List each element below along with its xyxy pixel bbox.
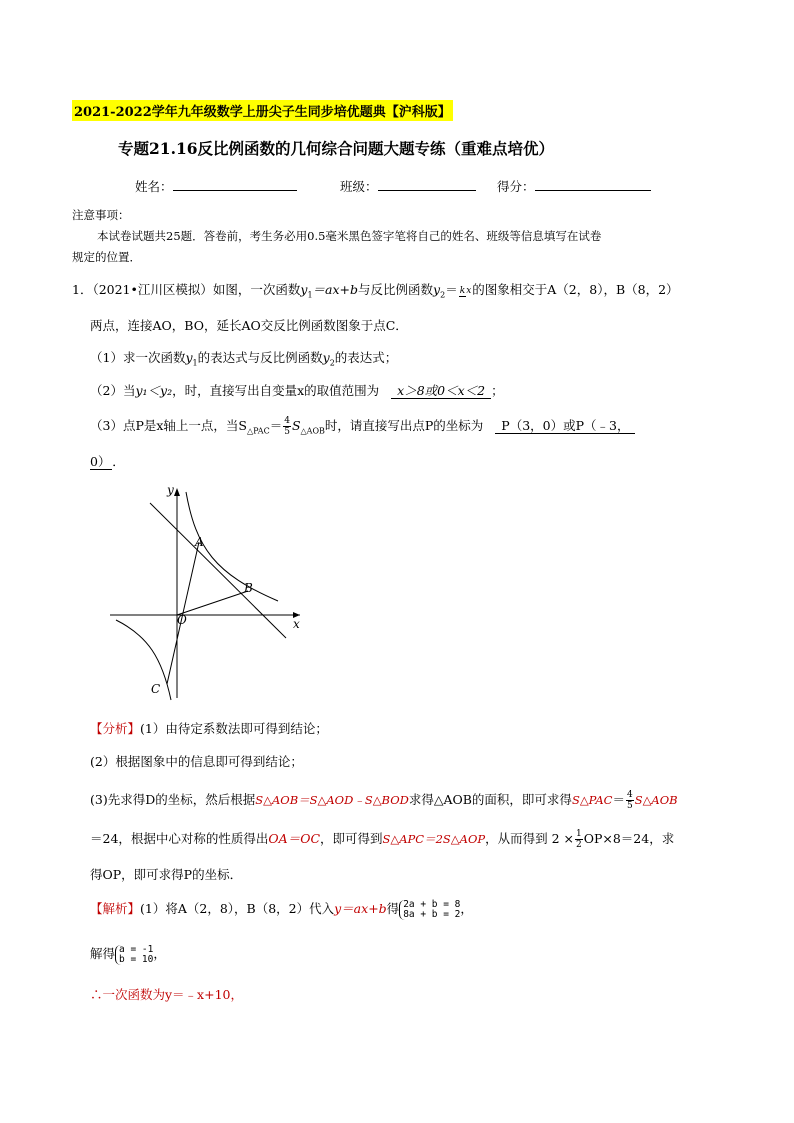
analysis-step-4a: ＝24，根据中心对称的性质得出 [90,831,269,846]
q1-y2: y [322,350,330,365]
y2-subscript: 2 [440,290,446,300]
q1-y1-sub: 1 [192,358,198,368]
score-field[interactable] [497,177,651,195]
class-label: 班级： [340,179,378,194]
equation-system-1 [399,900,460,920]
origin-label: O [177,613,187,627]
q2-part-c: ，时，直接写出自变量x的取值范围为 [172,383,380,398]
system1-eq1: 2a + b = 8 [403,898,461,910]
problem-mid: 与反比例函数 [358,282,434,297]
q2-inequality: y₁＜y₂ [135,383,173,398]
fraction-numerator: k [459,285,466,296]
linear-expression: ＝ax+b [312,282,359,297]
q2-answer-text: x＞8或0＜x＜2 [397,383,486,398]
analysis-frac-den: 5 [626,801,633,811]
question-3 [90,416,635,437]
notice-line-1: 本试卷试题共25题．答卷前，考生务必用0.5毫米黑色签字笔将自己的姓名、班级等信息填写在试卷 [97,229,602,243]
q2-answer [391,383,491,399]
class-blank[interactable] [378,178,476,191]
analysis-equals: ＝ [612,792,625,807]
analysis-step-3a: (3)先求得D的坐标，然后根据 [90,792,256,807]
analysis-step-4c: ，即可得到 [320,831,383,846]
series-banner: 2021-2022学年九年级数学上册尖子生同步培优题典【沪科版】 [72,100,453,121]
solution-line-2 [90,944,166,965]
point-b-label: B [244,581,253,595]
hyperbola-lower-branch [116,620,171,700]
analysis-line-4 [90,829,674,850]
q2-end: ； [491,383,504,398]
analysis-tag: 【分析】 [90,721,141,736]
solution-comma-1: ， [460,901,473,916]
point-c-label: C [151,682,161,696]
analysis-one-half [575,829,583,850]
analysis-step-5: 得OP，即可求得P的坐标． [90,867,243,882]
line-ab [150,503,286,638]
q3-frac-num: 4 [284,416,290,426]
analysis-step-1: (1）由待定系数法即可得到结论； [140,721,328,736]
q1-part-d: 的表达式与反比例函数 [197,350,323,365]
analysis-frac-num: 4 [626,790,633,800]
area-pac: S△PAC [571,793,613,807]
q1-end: 的表达式； [334,350,398,365]
class-field[interactable] [340,177,476,195]
y-axis-arrow [174,488,180,496]
function-graph [100,478,320,703]
solution-step-1a: (1）将A（2，8），B（8，2）代入 [140,901,335,916]
solution-line-1 [90,899,473,920]
y1-subscript: 1 [307,290,313,300]
fraction-denominator: x [466,285,472,296]
q3-part-b: 时，请直接写出点P的坐标为 [324,418,484,433]
problem-intro: 1．（2021•江川区模拟）如图，一次函数 [72,282,301,297]
q3-answer: P（3，0）或P（﹣3， [495,418,635,434]
equals-sign: ＝ [445,282,458,297]
q3-sub-aob: △AOB [300,426,325,436]
score-label: 得分： [497,179,535,194]
analysis-step-4f: OP×8＝24，求 [583,831,675,846]
analysis-four-fifths [626,790,634,811]
question-1 [90,348,397,368]
notice-heading: 注意事项： [72,208,130,222]
q1-y2-sub: 2 [329,358,335,368]
system2-eq1: a = -1 [119,943,154,955]
equation-system-2 [115,945,153,965]
oa-equals-oc: OA＝OC [268,831,321,846]
q3-answer-cont: 0） [90,454,112,470]
half-num: 1 [575,829,582,839]
system1-eq2: 8a + b = 2 [403,908,461,920]
name-field[interactable] [135,177,297,195]
y-axis-label: y [167,483,174,497]
notice-line-2: 规定的位置． [72,250,141,264]
analysis-step-2: (2）根据图象中的信息即可得到结论； [90,754,303,769]
q3-four-fifths [283,416,291,437]
analysis-step-3c: 求得△AOB的面积，即可求得 [408,792,572,807]
system2-eq2: b = 10 [119,953,154,965]
y2-symbol: y [433,282,441,297]
solution-comma-2: ， [153,946,166,961]
k-over-x-fraction [459,286,472,296]
q3-s: S [291,418,301,433]
analysis-step-4e: ，从而得到 2 × [485,831,574,846]
half-den: 2 [575,840,582,850]
problem-line-2: 两点，连接AO，BO，延长AO交反比例函数图象于点C． [90,318,408,333]
q2-part-a: （2）当 [90,383,136,398]
solution-tag: 【解析】 [90,901,141,916]
page-title: 专题21.16反比例函数的几何综合问题大题专练（重难点培优） [118,139,555,158]
solution-solved: 解得 [90,946,116,961]
name-blank[interactable] [173,178,297,191]
solution-conclusion: ∴一次函数为y＝﹣x+10， [90,987,243,1002]
name-label: 姓名： [135,179,173,194]
analysis-line-3 [90,790,678,811]
x-axis-label: x [293,617,300,631]
q3-end: ． [112,454,125,469]
area-relation: S△AOB＝S△AOD﹣S△BOD [255,793,409,807]
area-apc: S△APC＝2S△AOP [382,832,486,846]
solution-step-1c: 得 [386,901,400,916]
q3-frac-den: 5 [284,427,290,437]
point-a-label: A [195,535,204,549]
question-3-cont [90,452,125,470]
score-blank[interactable] [535,178,651,191]
area-aob: S△AOB [634,793,678,807]
q1-y1: y [185,350,193,365]
question-2 [90,381,504,399]
q1-part-a: （1）求一次函数 [90,350,186,365]
problem-line-1 [72,280,679,300]
q3-sub-pac: △PAC [246,426,270,436]
problem-intersection: 的图象相交于A（2，8），B（8，2） [472,282,679,297]
analysis-line-1 [90,719,328,737]
solution-linear: y＝ax+b [334,901,387,916]
q3-part-a: （3）点P是x轴上一点，当S [90,418,247,433]
q3-equals: ＝ [269,418,283,433]
y1-symbol: y [300,282,308,297]
